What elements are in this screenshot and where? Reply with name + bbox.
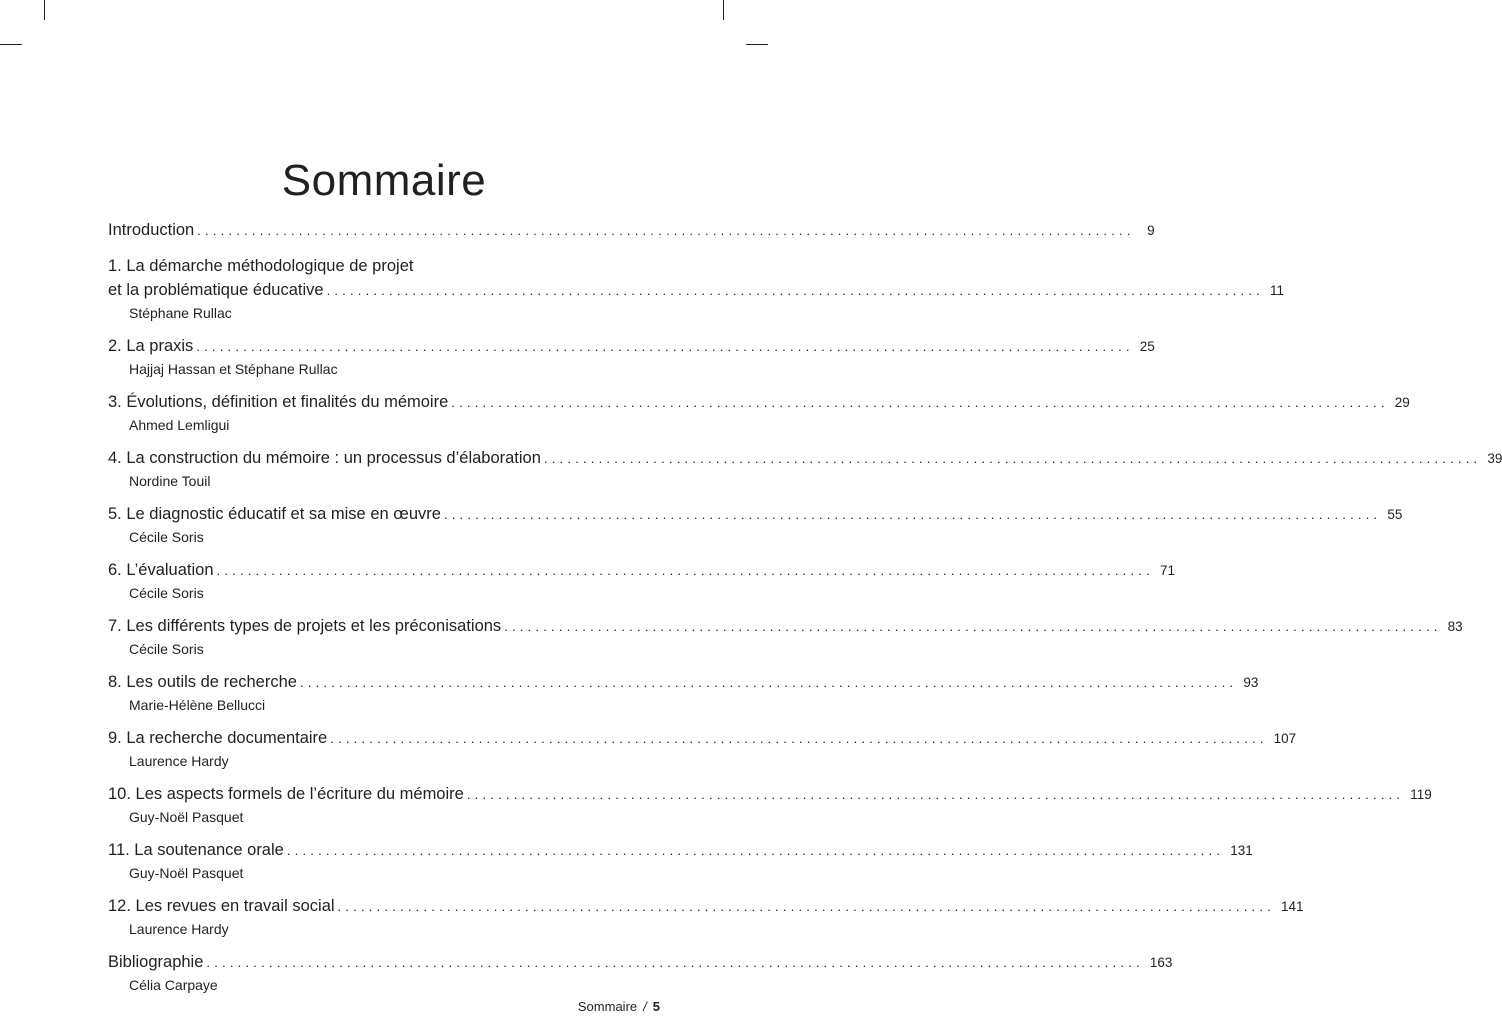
dot-leader: ........................................................................................................................	[326, 283, 1264, 298]
dot-leader: ........................................................................................................................	[330, 731, 1268, 746]
toc-page-number: 55	[1387, 507, 1403, 522]
toc-entry-title: 7. Les différents types de projets et les préconisations	[108, 617, 502, 635]
toc-page-number: 11	[1269, 283, 1284, 298]
toc-page-number: 29	[1394, 395, 1410, 410]
toc-entry-title: 8. Les outils de recherche	[108, 673, 297, 691]
toc-entry-line	[108, 502, 1403, 527]
toc-entry-title: 2. La praxis	[108, 337, 194, 355]
toc-entry-author: Stéphane Rullac	[129, 305, 232, 321]
dot-leader: ........................................................................................................................	[337, 899, 1275, 914]
toc-entry	[108, 558, 1175, 603]
toc-entry-title: et la problématique éducative	[108, 281, 324, 299]
crop-mark-right	[746, 44, 768, 45]
toc-entry	[108, 390, 1410, 435]
footer-section: Sommaire	[577, 999, 638, 1014]
dot-leader: ........................................................................................................................	[216, 563, 1154, 578]
toc-entry-line	[108, 950, 1173, 975]
toc-entry-title: Bibliographie	[108, 953, 204, 971]
toc-page-number: 141	[1280, 899, 1304, 914]
toc-entry-author: Marie-Hélène Bellucci	[129, 697, 266, 713]
toc-entry-author: Célia Carpaye	[129, 977, 218, 993]
toc-entry-title: 3. Évolutions, définition et finalités du mémoire	[108, 393, 449, 411]
toc-page-number: 119	[1410, 787, 1432, 802]
toc-entry	[108, 670, 1259, 715]
toc-entry-line	[108, 254, 660, 278]
toc-page-number: 9	[1147, 223, 1155, 238]
toc-page-number: 39	[1487, 451, 1502, 466]
toc-entry-author: Laurence Hardy	[129, 921, 229, 937]
dot-leader: ........................................................................................................................	[206, 955, 1144, 970]
toc-entry-author: Guy-Noël Pasquet	[129, 809, 244, 825]
toc-entry-author: Hajjaj Hassan et Stéphane Rullac	[129, 361, 338, 377]
toc-entry-title: 9. La recherche documentaire	[108, 729, 328, 747]
toc-entry-line	[108, 838, 1253, 863]
toc-entry	[108, 838, 1253, 883]
toc-entry	[108, 502, 1403, 547]
dot-leader: ........................................................................................................................	[451, 395, 1389, 410]
toc-entry-author: Ahmed Lemligui	[129, 417, 230, 433]
toc-entry	[108, 614, 1463, 659]
toc-entry-author: Cécile Soris	[129, 641, 204, 657]
toc-page-number: 71	[1159, 563, 1175, 578]
toc-entry-line	[108, 726, 1297, 751]
toc-entry-title: 4. La construction du mémoire : un processus d’élaboration	[108, 449, 541, 467]
dot-leader: ........................................................................................................................	[196, 339, 1134, 354]
toc-page-number: 93	[1243, 675, 1259, 690]
dot-leader: ........................................................................................................................	[443, 507, 1382, 522]
toc-entry	[108, 950, 1173, 995]
toc-entry-author: Cécile Soris	[129, 585, 204, 601]
toc-entry-author: Guy-Noël Pasquet	[129, 865, 244, 881]
dot-leader: ........................................................................................................................	[466, 787, 1405, 802]
dot-leader: ........................................................................................................................	[286, 843, 1225, 858]
toc-entry	[108, 726, 1297, 771]
page-title: Sommaire	[281, 156, 487, 206]
toc-page-number: 83	[1447, 619, 1463, 634]
toc-entry-title: Introduction	[108, 221, 195, 239]
toc-page-number: 25	[1139, 339, 1155, 354]
toc-entry-author: Laurence Hardy	[129, 753, 229, 769]
toc-entry	[108, 894, 1304, 939]
toc-entry	[108, 782, 1432, 827]
dot-leader: ........................................................................................................................	[543, 451, 1482, 466]
dot-leader: ........................................................................................................................	[197, 223, 1135, 238]
toc-entry-line	[108, 446, 1502, 471]
toc-entry-line	[108, 334, 1155, 359]
toc-entry-line	[108, 614, 1463, 639]
toc-entry	[108, 218, 1155, 243]
toc-entry-title: 10. Les aspects formels de l’écriture du mémoire	[108, 785, 464, 803]
toc-entry-title: 11. La soutenance orale	[108, 841, 284, 859]
toc-entry-line	[108, 558, 1175, 583]
dot-leader: ........................................................................................................................	[504, 619, 1442, 634]
toc-page-number: 107	[1273, 731, 1297, 746]
footer-separator: /	[643, 999, 647, 1014]
toc-entry-title: 1. La démarche méthodologique de projet	[108, 257, 414, 275]
crop-mark-left	[0, 44, 22, 45]
crop-mark-top-left	[44, 0, 45, 20]
dot-leader: ........................................................................................................................	[299, 675, 1238, 690]
toc-entry	[108, 446, 1502, 491]
toc-entry-line	[108, 894, 1304, 919]
toc-entry-author: Nordine Touil	[129, 473, 211, 489]
toc-entry-title: 12. Les revues en travail social	[108, 897, 335, 915]
toc-page-number: 163	[1149, 955, 1173, 970]
toc-entry	[108, 334, 1155, 379]
crop-mark-top-right	[723, 0, 724, 20]
toc-entry-line	[108, 782, 1432, 807]
table-of-contents	[108, 218, 1502, 1006]
toc-entry-title: 5. Le diagnostic éducatif et sa mise en œuvre	[108, 505, 441, 523]
toc-entry-line	[108, 390, 1410, 415]
page-footer	[578, 997, 660, 1017]
toc-entry-line	[108, 218, 1155, 243]
toc-page-number: 131	[1230, 843, 1253, 858]
page-number: 5	[652, 999, 660, 1014]
toc-entry-title: 6. L’évaluation	[108, 561, 214, 579]
toc-entry-author: Cécile Soris	[129, 529, 204, 545]
toc-entry	[108, 254, 1284, 323]
toc-entry-line	[108, 278, 1284, 303]
toc-entry-line	[108, 670, 1259, 695]
